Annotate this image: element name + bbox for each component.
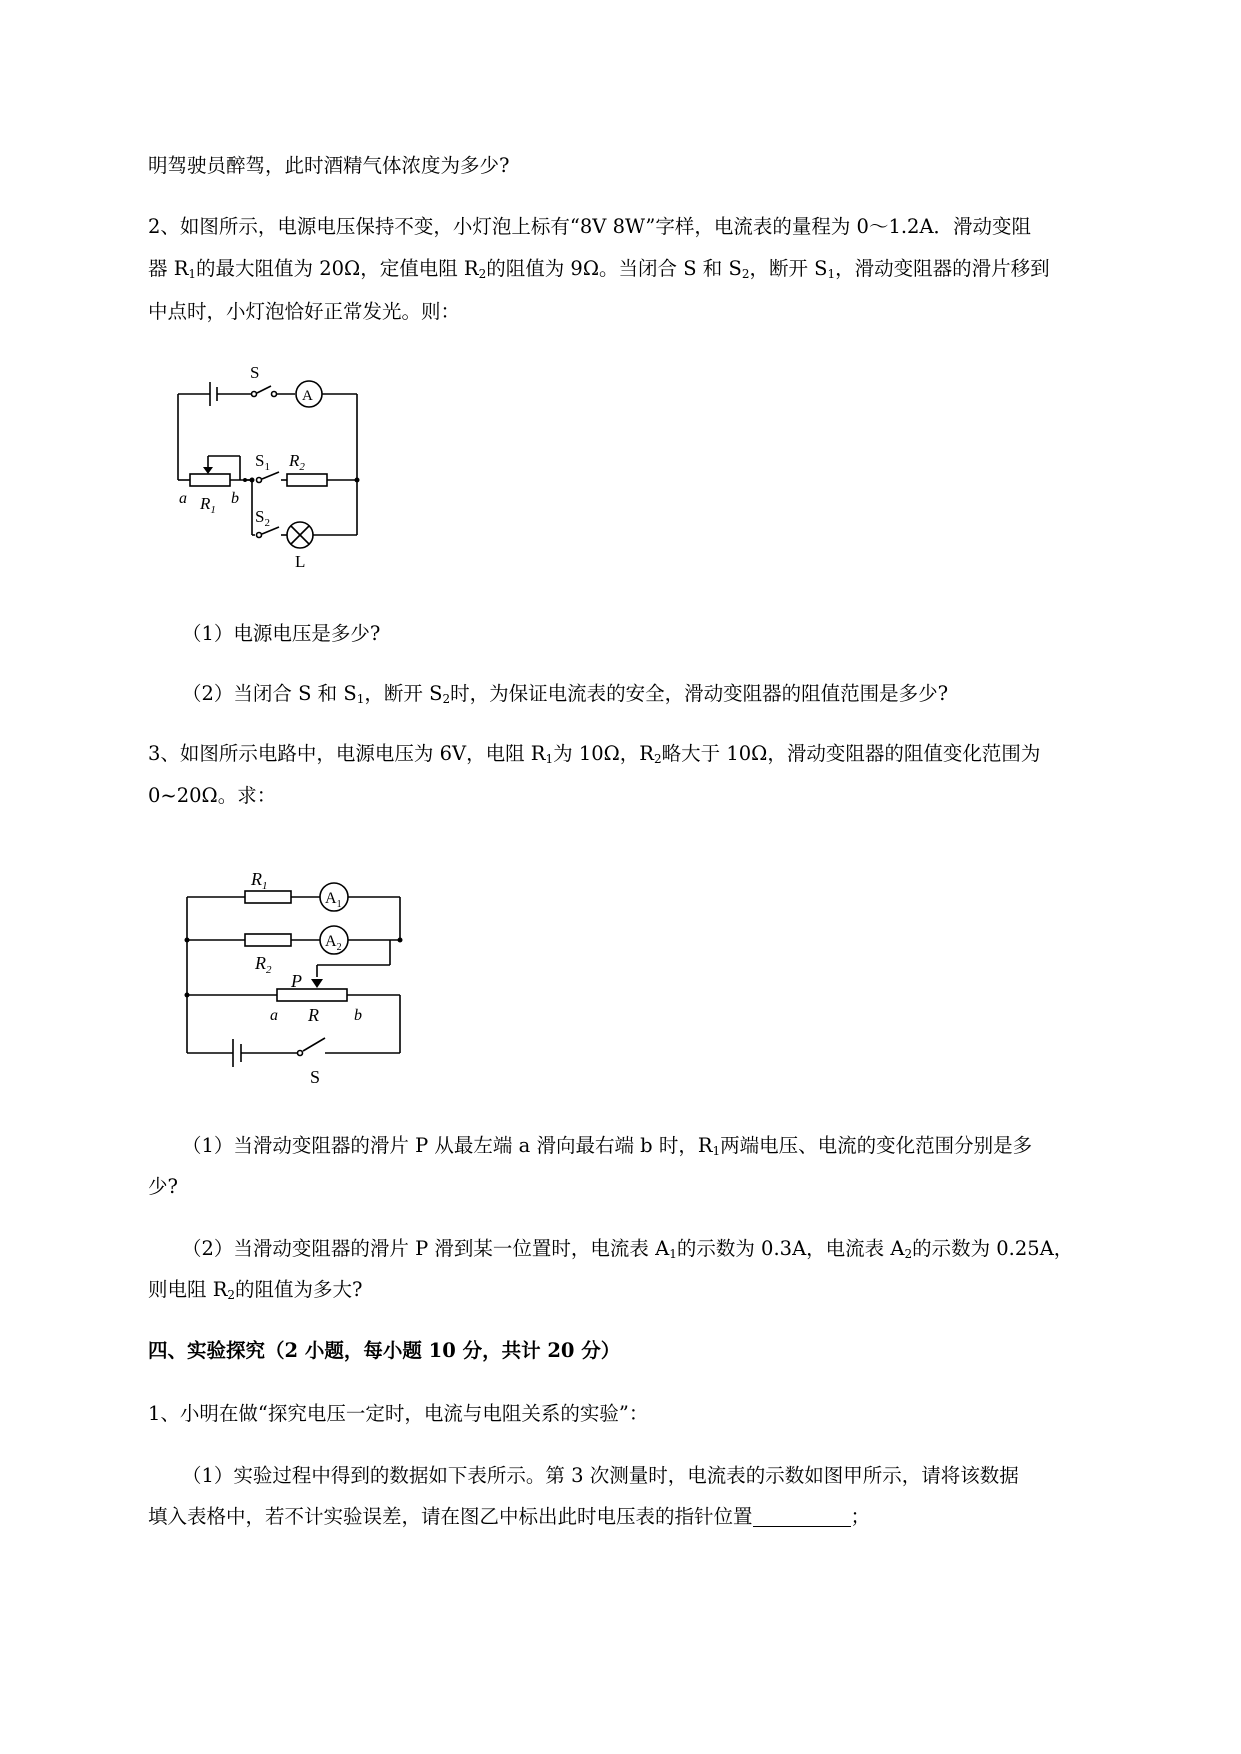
q3-text-line2: 0~20Ω。求： xyxy=(148,784,277,807)
q3-label-S: S xyxy=(310,1067,321,1087)
q2-label-A: A xyxy=(302,388,313,404)
q2-label-S2: $S_2$ xyxy=(255,507,270,529)
q2-text-line1: 2、如图所示，电源电压保持不变，小灯泡上标有“8V 8W”字样，电流表的量程为 0～1.2A．滑动变阻 xyxy=(148,215,1032,238)
q3-label-A1: $A_1$ xyxy=(325,890,342,910)
q3-circuit-diagram xyxy=(175,855,415,1090)
q3-sub1-line2: 少? xyxy=(148,1175,178,1198)
question-1-tail: 明驾驶员醉驾，此时酒精气体浓度为多少? xyxy=(148,154,510,177)
section-4-q1-sub1-line2: 填入表格中，若不计实验误差，请在图乙中标出此时电压表的指针位置 ； xyxy=(148,1505,871,1528)
q3-label-A2: $A_2$ xyxy=(325,933,342,953)
q2-label-b: b xyxy=(231,490,239,507)
section-4-q1: 1、小明在做“探究电压一定时，电流与电阻关系的实验”： xyxy=(148,1402,649,1425)
section-4-q1-sub1-line1: （1）实验过程中得到的数据如下表所示。第 3 次测量时，电流表的示数如图甲所示，请将该数据 xyxy=(182,1464,1019,1487)
q3-label-R2: $R_2$ xyxy=(255,953,272,976)
q2-sub1: （1）电源电压是多少? xyxy=(182,622,381,645)
q3-sub2-line1: （2）当滑动变阻器的滑片 P 滑到某一位置时，电流表 $A_1$的示数为 0.3A，电流表 $A_2$的示数为 0.25A， xyxy=(182,1237,1074,1261)
q3-sub1-line1: （1）当滑动变阻器的滑片 P 从最左端 a 滑向最右端 b 时，$R_1$两端电压、电流的变化范围分别是多 xyxy=(182,1134,1033,1158)
q2-label-S1: $S_1$ xyxy=(255,451,270,473)
answer-blank[interactable] xyxy=(753,1506,851,1527)
q2-label-a: a xyxy=(179,490,187,507)
q2-label-S: S xyxy=(250,363,260,382)
q3-label-b: b xyxy=(354,1007,362,1024)
q2-label-L: L xyxy=(295,552,306,571)
q2-label-R2: $R_2$ xyxy=(289,451,305,473)
q3-text-line1: 3、如图所示电路中，电源电压为 6V，电阻 $R_1$为 10Ω，$R_2$略大于 10Ω，滑动变阻器的阻值变化范围为 xyxy=(148,742,1041,766)
q2-circuit-diagram xyxy=(175,360,375,575)
q3-label-P: P xyxy=(291,971,302,991)
q2-label-R1: $R_1$ xyxy=(200,494,216,516)
q2-text-line2: 器 $R_1$的最大阻值为 20Ω，定值电阻 $R_2$的阻值为 9Ω。当闭合 S 和 $S_2$，断开 $S_1$，滑动变阻器的滑片移到 xyxy=(148,257,1050,281)
q3-sub2-line2: 则电阻 $R_2$的阻值为多大? xyxy=(148,1278,363,1302)
q3-label-R: R xyxy=(308,1005,319,1025)
q3-label-R1: $R_1$ xyxy=(251,869,268,892)
q2-text-line3: 中点时，小灯泡恰好正常发光。则： xyxy=(148,300,461,323)
q3-label-a: a xyxy=(270,1007,278,1024)
q2-sub2: （2）当闭合 S 和 $S_1$，断开 $S_2$时，为保证电流表的安全，滑动变阻器的阻值范围是多少? xyxy=(182,682,949,706)
section-4-heading: 四、实验探究（2 小题，每小题 10 分，共计 20 分） xyxy=(148,1339,621,1362)
